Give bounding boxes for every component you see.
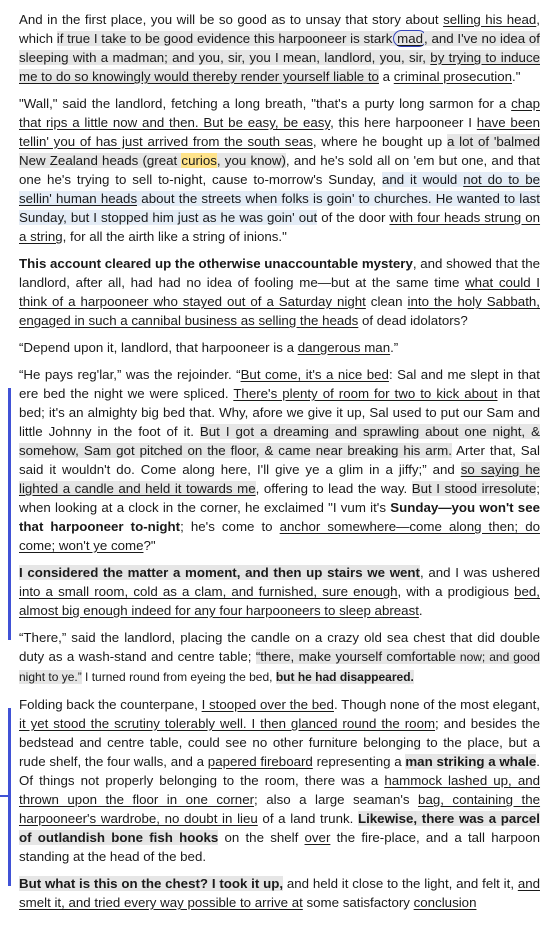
circled-word: mad xyxy=(393,30,427,47)
paragraph-7: “There,” said the landlord, placing the candle on a crazy old sea chest that did double duty as a wash-stand and centre table; “there, make yourself comfortable now; and good night to ye.” I turned round from eyeing the bed, but he had disappeared. xyxy=(19,630,540,684)
paragraph-4: “Depend upon it, landlord, that harpooneer is a dangerous man.” xyxy=(19,340,399,355)
paragraph-3: This account cleared up the otherwise unaccountable mystery, and showed that the landlord, after all, had had no idea of fooling me—but at the same time what could I think of a harpooneer who stayed out of a Saturday night clean into the holy Sabbath, engaged in such a cannibal business as selling the heads of dead idolators? xyxy=(19,256,540,328)
paragraph-9: But what is this on the chest? I took it up, and held it close to the light, and felt it, and smelt it, and tried every way possible to arrive at some satisfactory conclusion xyxy=(19,876,540,910)
paragraph-6: I considered the matter a moment, and then up stairs we went, and I was ushered into a small room, cold as a clam, and furnished, sure enough, with a prodigious bed, almost big enough indeed for any four harpooneers to sleep abreast. xyxy=(19,565,540,618)
margin-change-bar xyxy=(8,708,11,886)
document-page xyxy=(19,10,540,920)
paragraph-5: “He pays reg'lar,” was the rejoinder. “But come, it's a nice bed: Sal and me slept in that ere bed the night we were spliced. There's plenty of room for two to kick about in that bed; it's an almighty big bed that. Why, afore we give it up, Sal used to put our Sam and little Johnny in the foot of it. But I got a dreaming and sprawling about one night, & somehow, Sam got pitched on the floor, & came near breaking his arm. Arter that, Sal said it wouldn't do. Come along here, I'll give ye a glim in a jiffy;” and so saying he lighted a candle and held it towards me, offering to lead the way. But I stood irresolute; when looking at a clock in the corner, he exclaimed "I vum it's Sunday—you won't see that harpooneer to-night; he's come to anchor somewhere—come along then; do come; won't ye come?" xyxy=(19,367,540,553)
margin-comment-marker xyxy=(0,795,11,797)
paragraph-1: And in the first place, you will be so good as to unsay that story about selling his head, which if true I take to be good evidence this harpooneer is stark mad, and I've no idea of sleeping with a madman; and you, sir, you I mean, landlord, you, sir, by trying to induce me to do so knowingly would thereby render yourself liable to a criminal prosecution." xyxy=(19,12,540,84)
paragraph-8: Folding back the counterpane, I stooped over the bed. Though none of the most elegant, it yet stood the scrutiny tolerably well. I then glanced round the room; and besides the bedstead and centre table, could see no other furniture belonging to the place, but a rude shelf, the four walls, and a papered fireboard representing a man striking a whale. Of things not properly belonging to the room, there was a hammock lashed up, and thrown upon the floor in one corner; also a large seaman's bag, containing the harpooneer's wardrobe, no doubt in lieu of a land trunk. Likewise, there was a parcel of outlandish bone fish hooks on the shelf over the fire-place, and a tall harpoon standing at the head of the bed. xyxy=(19,697,541,864)
yellow-highlight: curios xyxy=(181,153,217,168)
paragraph-2: "Wall," said the landlord, fetching a long breath, "that's a purty long sarmon for a chap that rips a little now and then. But be easy, be easy, this here harpooneer I have been tellin' you of has just arrived from the south seas, where he bought up a lot of 'balmed New Zealand heads (great curios, you know), and he's sold all on 'em but one, and that one he's trying to sell to-night, cause to-morrow's Sunday, and it would not do to be sellin' human heads about the streets when folks is goin' to churches. He wanted to last Sunday, but I stopped him just as he was goin' out of the door with four heads strung on a string, for all the airth like a string of inions." xyxy=(19,96,541,244)
margin-change-bar xyxy=(8,388,11,640)
